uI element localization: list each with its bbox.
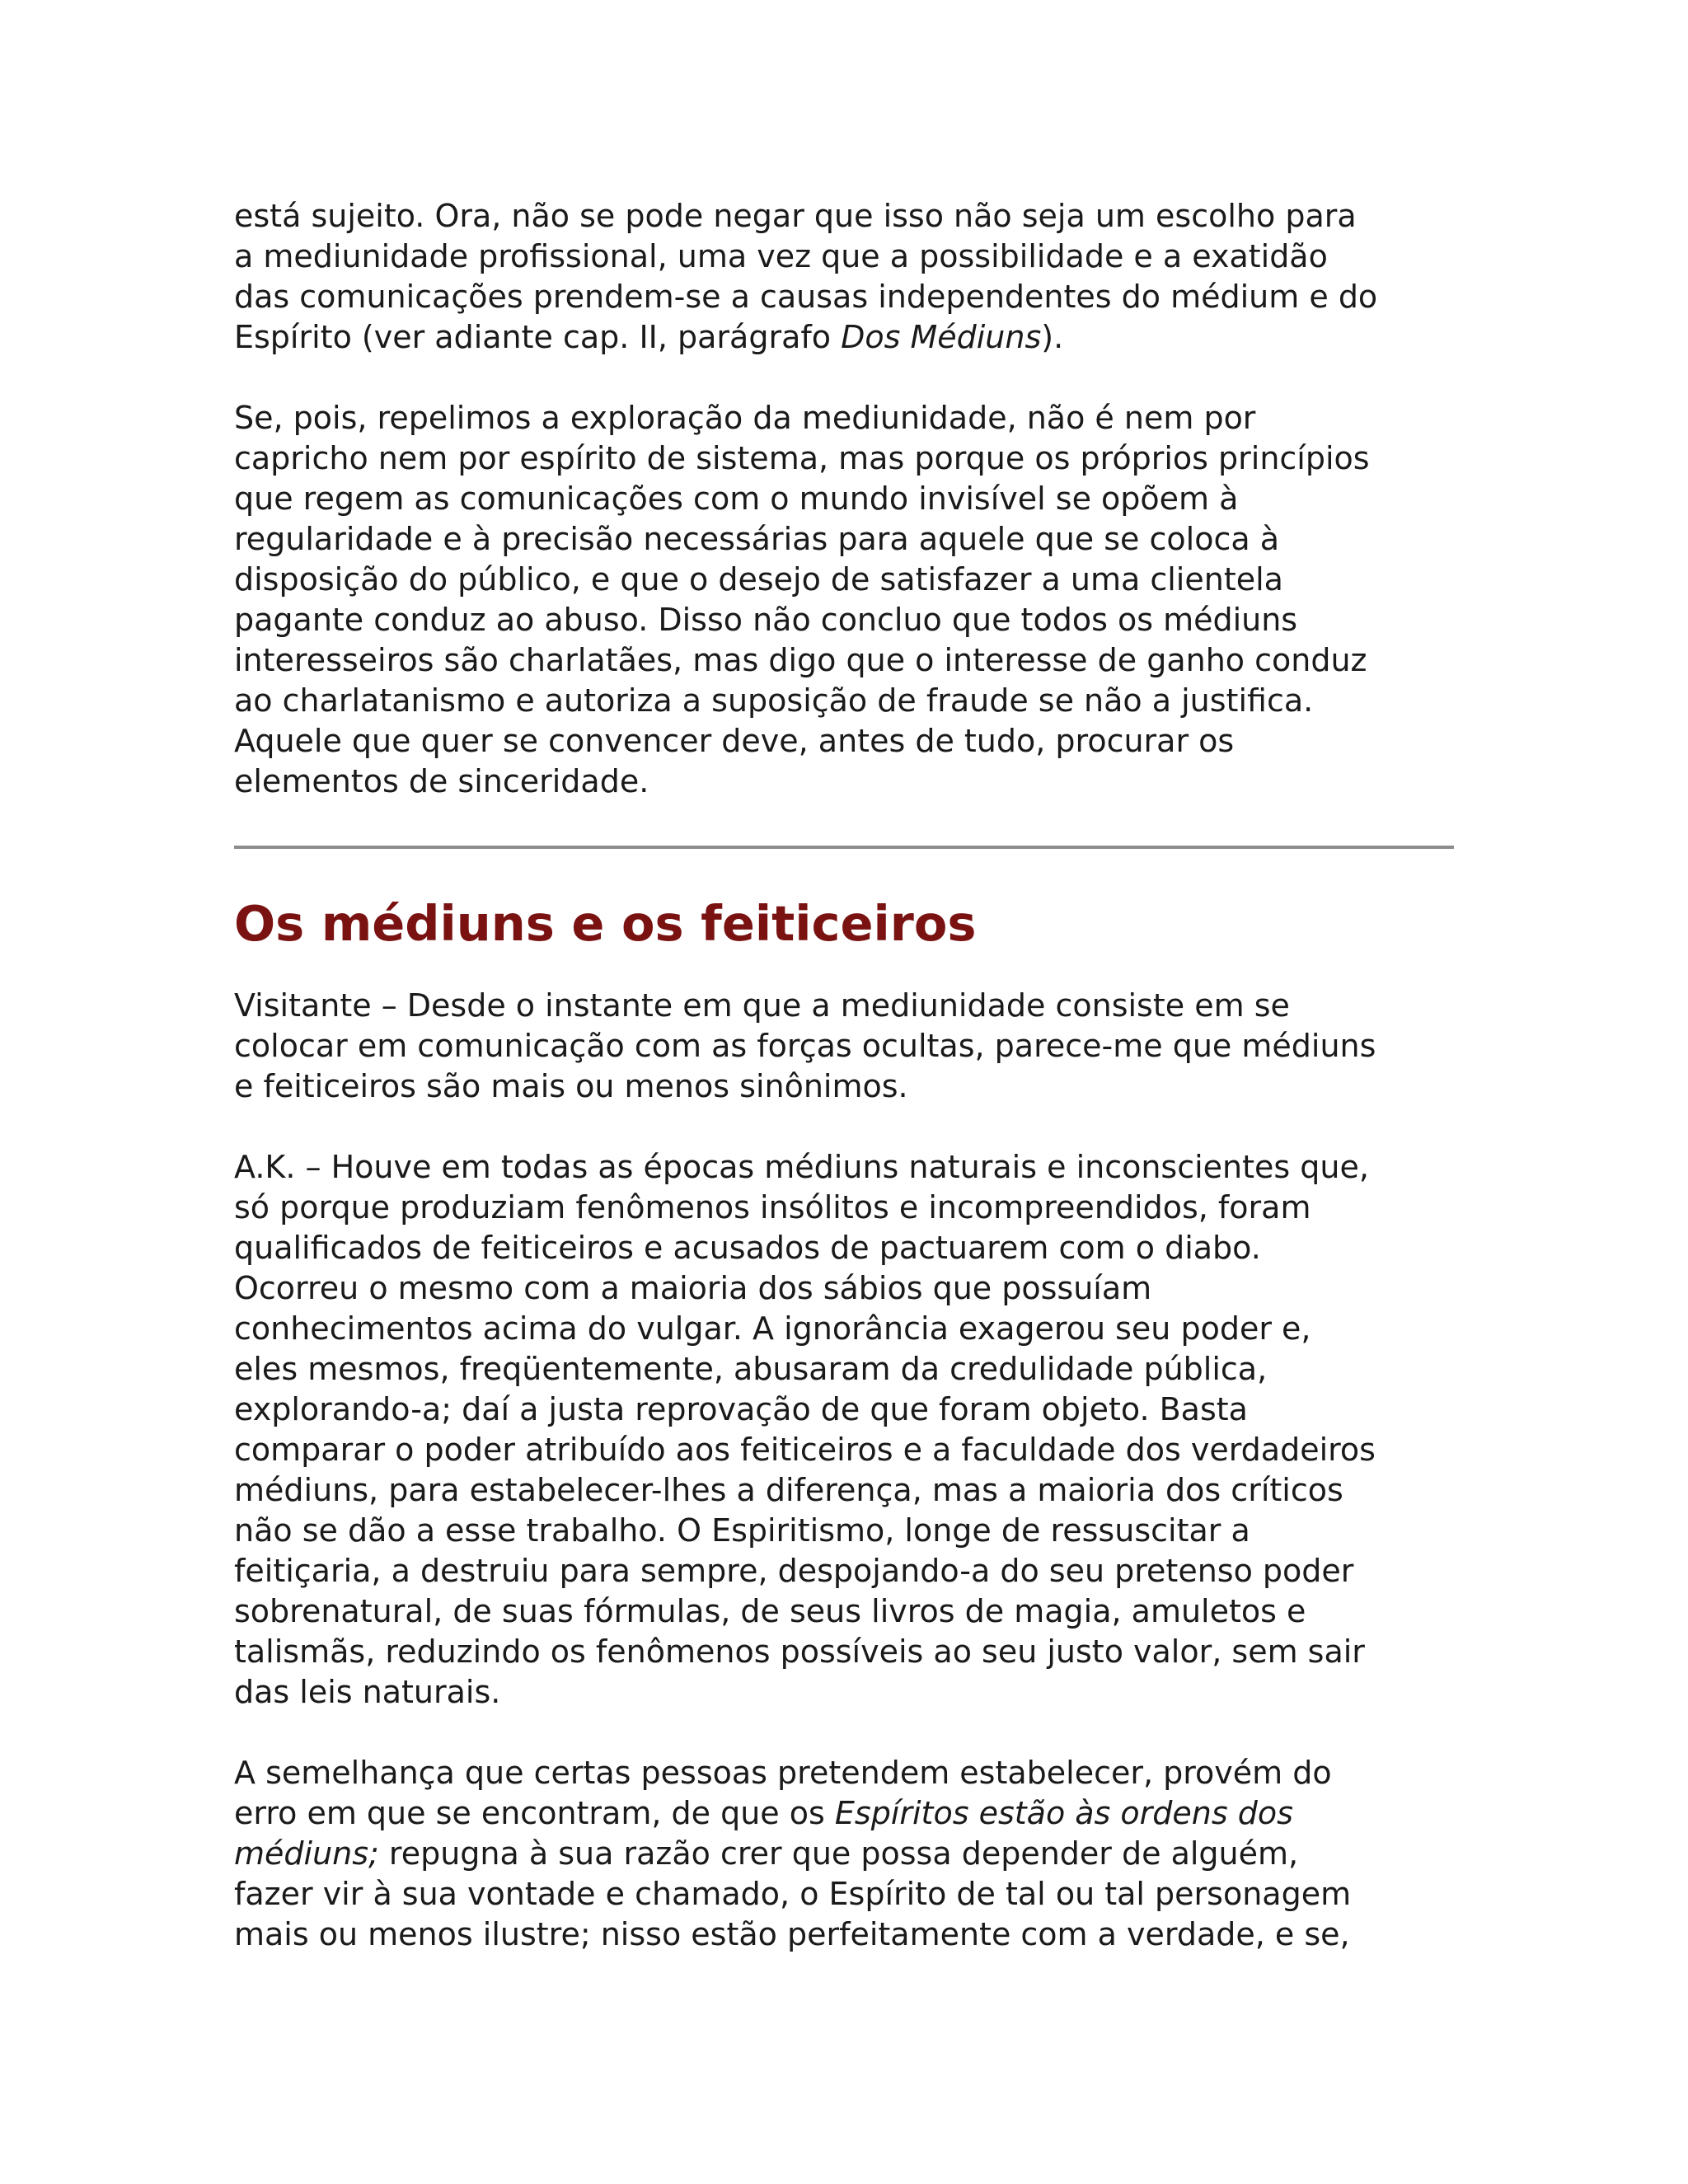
text-line <box>234 560 1454 600</box>
section-body <box>234 986 1454 1955</box>
text-line <box>234 196 1454 237</box>
text-segment: Aquele que quer se convencer deve, antes de tudo, procurar os <box>234 723 1235 759</box>
italic-text: Dos Médiuns <box>841 319 1042 355</box>
text-line <box>234 1915 1454 1955</box>
section-heading: Os médiuns e os feiticeiros <box>234 895 977 952</box>
text-segment: regularidade e à precisão necessárias para aquele que se coloca à <box>234 521 1280 557</box>
text-line <box>234 1551 1454 1591</box>
text-line <box>234 1793 1454 1834</box>
text-line <box>234 1430 1454 1470</box>
text-line <box>234 519 1454 560</box>
paragraph <box>234 1753 1454 1955</box>
text-line <box>234 1632 1454 1672</box>
text-segment: a mediunidade profissional, uma vez que a possibilidade e a exatidão <box>234 238 1328 274</box>
text-segment: Visitante – Desde o instante em que a mediunidade consiste em se <box>234 987 1290 1024</box>
text-segment: está sujeito. Ora, não se pode negar que isso não seja um escolho para <box>234 198 1357 234</box>
text-line <box>234 986 1454 1026</box>
text-line <box>234 277 1454 317</box>
text-line <box>234 1672 1454 1713</box>
text-segment: e feiticeiros são mais ou menos sinônimos. <box>234 1068 908 1104</box>
text-segment: repugna à sua razão crer que possa depender de alguém, <box>378 1835 1299 1872</box>
text-line <box>234 1228 1454 1268</box>
text-segment: Ocorreu o mesmo com a maioria dos sábios que possuíam <box>234 1270 1152 1306</box>
section-divider <box>234 846 1454 849</box>
paragraph <box>234 1147 1454 1713</box>
text-segment: que regem as comunicações com o mundo invisível se opõem à <box>234 480 1239 517</box>
top-section <box>234 196 1454 802</box>
text-line <box>234 1026 1454 1066</box>
text-line <box>234 721 1454 762</box>
text-segment: das comunicações prendem-se a causas independentes do médium e do <box>234 279 1378 315</box>
text-line <box>234 1066 1454 1107</box>
text-line <box>234 1591 1454 1632</box>
text-segment: não se dão a esse trabalho. O Espiritismo, longe de ressuscitar a <box>234 1512 1250 1549</box>
text-segment: só porque produziam fenômenos insólitos e incompreendidos, foram <box>234 1189 1311 1226</box>
text-line <box>234 600 1454 640</box>
italic-text: médiuns; <box>234 1835 379 1872</box>
text-line <box>234 317 1454 358</box>
text-segment: das leis naturais. <box>234 1674 501 1710</box>
text-segment: colocar em comunicação com as forças ocultas, parece-me que médiuns <box>234 1028 1376 1064</box>
text-line <box>234 479 1454 519</box>
text-segment: A semelhança que certas pessoas pretendem estabelecer, provém do <box>234 1755 1332 1791</box>
document-page <box>234 196 1454 1955</box>
text-line <box>234 1309 1454 1349</box>
text-segment: comparar o poder atribuído aos feiticeiros e a faculdade dos verdadeiros <box>234 1432 1376 1468</box>
text-line <box>234 237 1454 277</box>
text-segment: elementos de sinceridade. <box>234 763 649 799</box>
text-segment: talismãs, reduzindo os fenômenos possíveis ao seu justo valor, sem sair <box>234 1633 1365 1670</box>
text-segment: feitiçaria, a destruiu para sempre, despojando-a do seu pretenso poder <box>234 1553 1354 1589</box>
text-line <box>234 438 1454 479</box>
text-segment: pagante conduz ao abuso. Disso não concluo que todos os médiuns <box>234 602 1298 638</box>
text-line <box>234 1753 1454 1793</box>
text-segment: capricho nem por espírito de sistema, mas porque os próprios princípios <box>234 440 1370 476</box>
text-segment: eles mesmos, freqüentemente, abusaram da credulidade pública, <box>234 1351 1268 1387</box>
text-segment: fazer vir à sua vontade e chamado, o Espírito de tal ou tal personagem <box>234 1876 1352 1912</box>
text-line <box>234 1188 1454 1228</box>
text-segment: médiuns, para estabelecer-lhes a diferença, mas a maioria dos críticos <box>234 1472 1343 1508</box>
text-segment: disposição do público, e que o desejo de satisfazer a uma clientela <box>234 561 1283 598</box>
text-segment: interesseiros são charlatães, mas digo que o interesse de ganho conduz <box>234 642 1367 678</box>
text-segment: ). <box>1041 319 1064 355</box>
text-line <box>234 640 1454 681</box>
text-segment: explorando-a; daí a justa reprovação de que foram objeto. Basta <box>234 1391 1248 1427</box>
text-segment: Espírito (ver adiante cap. II, parágrafo <box>234 319 842 355</box>
paragraph-gap <box>234 358 1454 398</box>
text-line <box>234 1147 1454 1188</box>
text-line <box>234 1874 1454 1915</box>
text-segment: conhecimentos acima do vulgar. A ignorância exagerou seu poder e, <box>234 1310 1311 1347</box>
text-line <box>234 762 1454 802</box>
text-line <box>234 1470 1454 1511</box>
text-line <box>234 398 1454 438</box>
text-line <box>234 1349 1454 1390</box>
text-segment: sobrenatural, de suas fórmulas, de seus livros de magia, amuletos e <box>234 1593 1306 1629</box>
text-line <box>234 681 1454 721</box>
paragraph <box>234 398 1454 802</box>
text-line <box>234 1268 1454 1309</box>
italic-text: Espíritos estão às ordens dos <box>834 1795 1293 1831</box>
text-line <box>234 1834 1454 1874</box>
text-segment: erro em que se encontram, de que os <box>234 1795 835 1831</box>
paragraph-gap <box>234 1107 1454 1147</box>
paragraph-gap <box>234 1713 1454 1753</box>
text-line <box>234 1511 1454 1551</box>
text-segment: ao charlatanismo e autoriza a suposição de fraude se não a justifica. <box>234 682 1314 719</box>
text-segment: qualificados de feiticeiros e acusados de pactuarem com o diabo. <box>234 1230 1261 1266</box>
text-segment: mais ou menos ilustre; nisso estão perfeitamente com a verdade, e se, <box>234 1916 1350 1952</box>
paragraph <box>234 986 1454 1107</box>
text-line <box>234 1390 1454 1430</box>
paragraph <box>234 196 1454 358</box>
text-segment: A.K. – Houve em todas as épocas médiuns naturais e inconscientes que, <box>234 1149 1369 1185</box>
text-segment: Se, pois, repelimos a exploração da mediunidade, não é nem por <box>234 400 1256 436</box>
